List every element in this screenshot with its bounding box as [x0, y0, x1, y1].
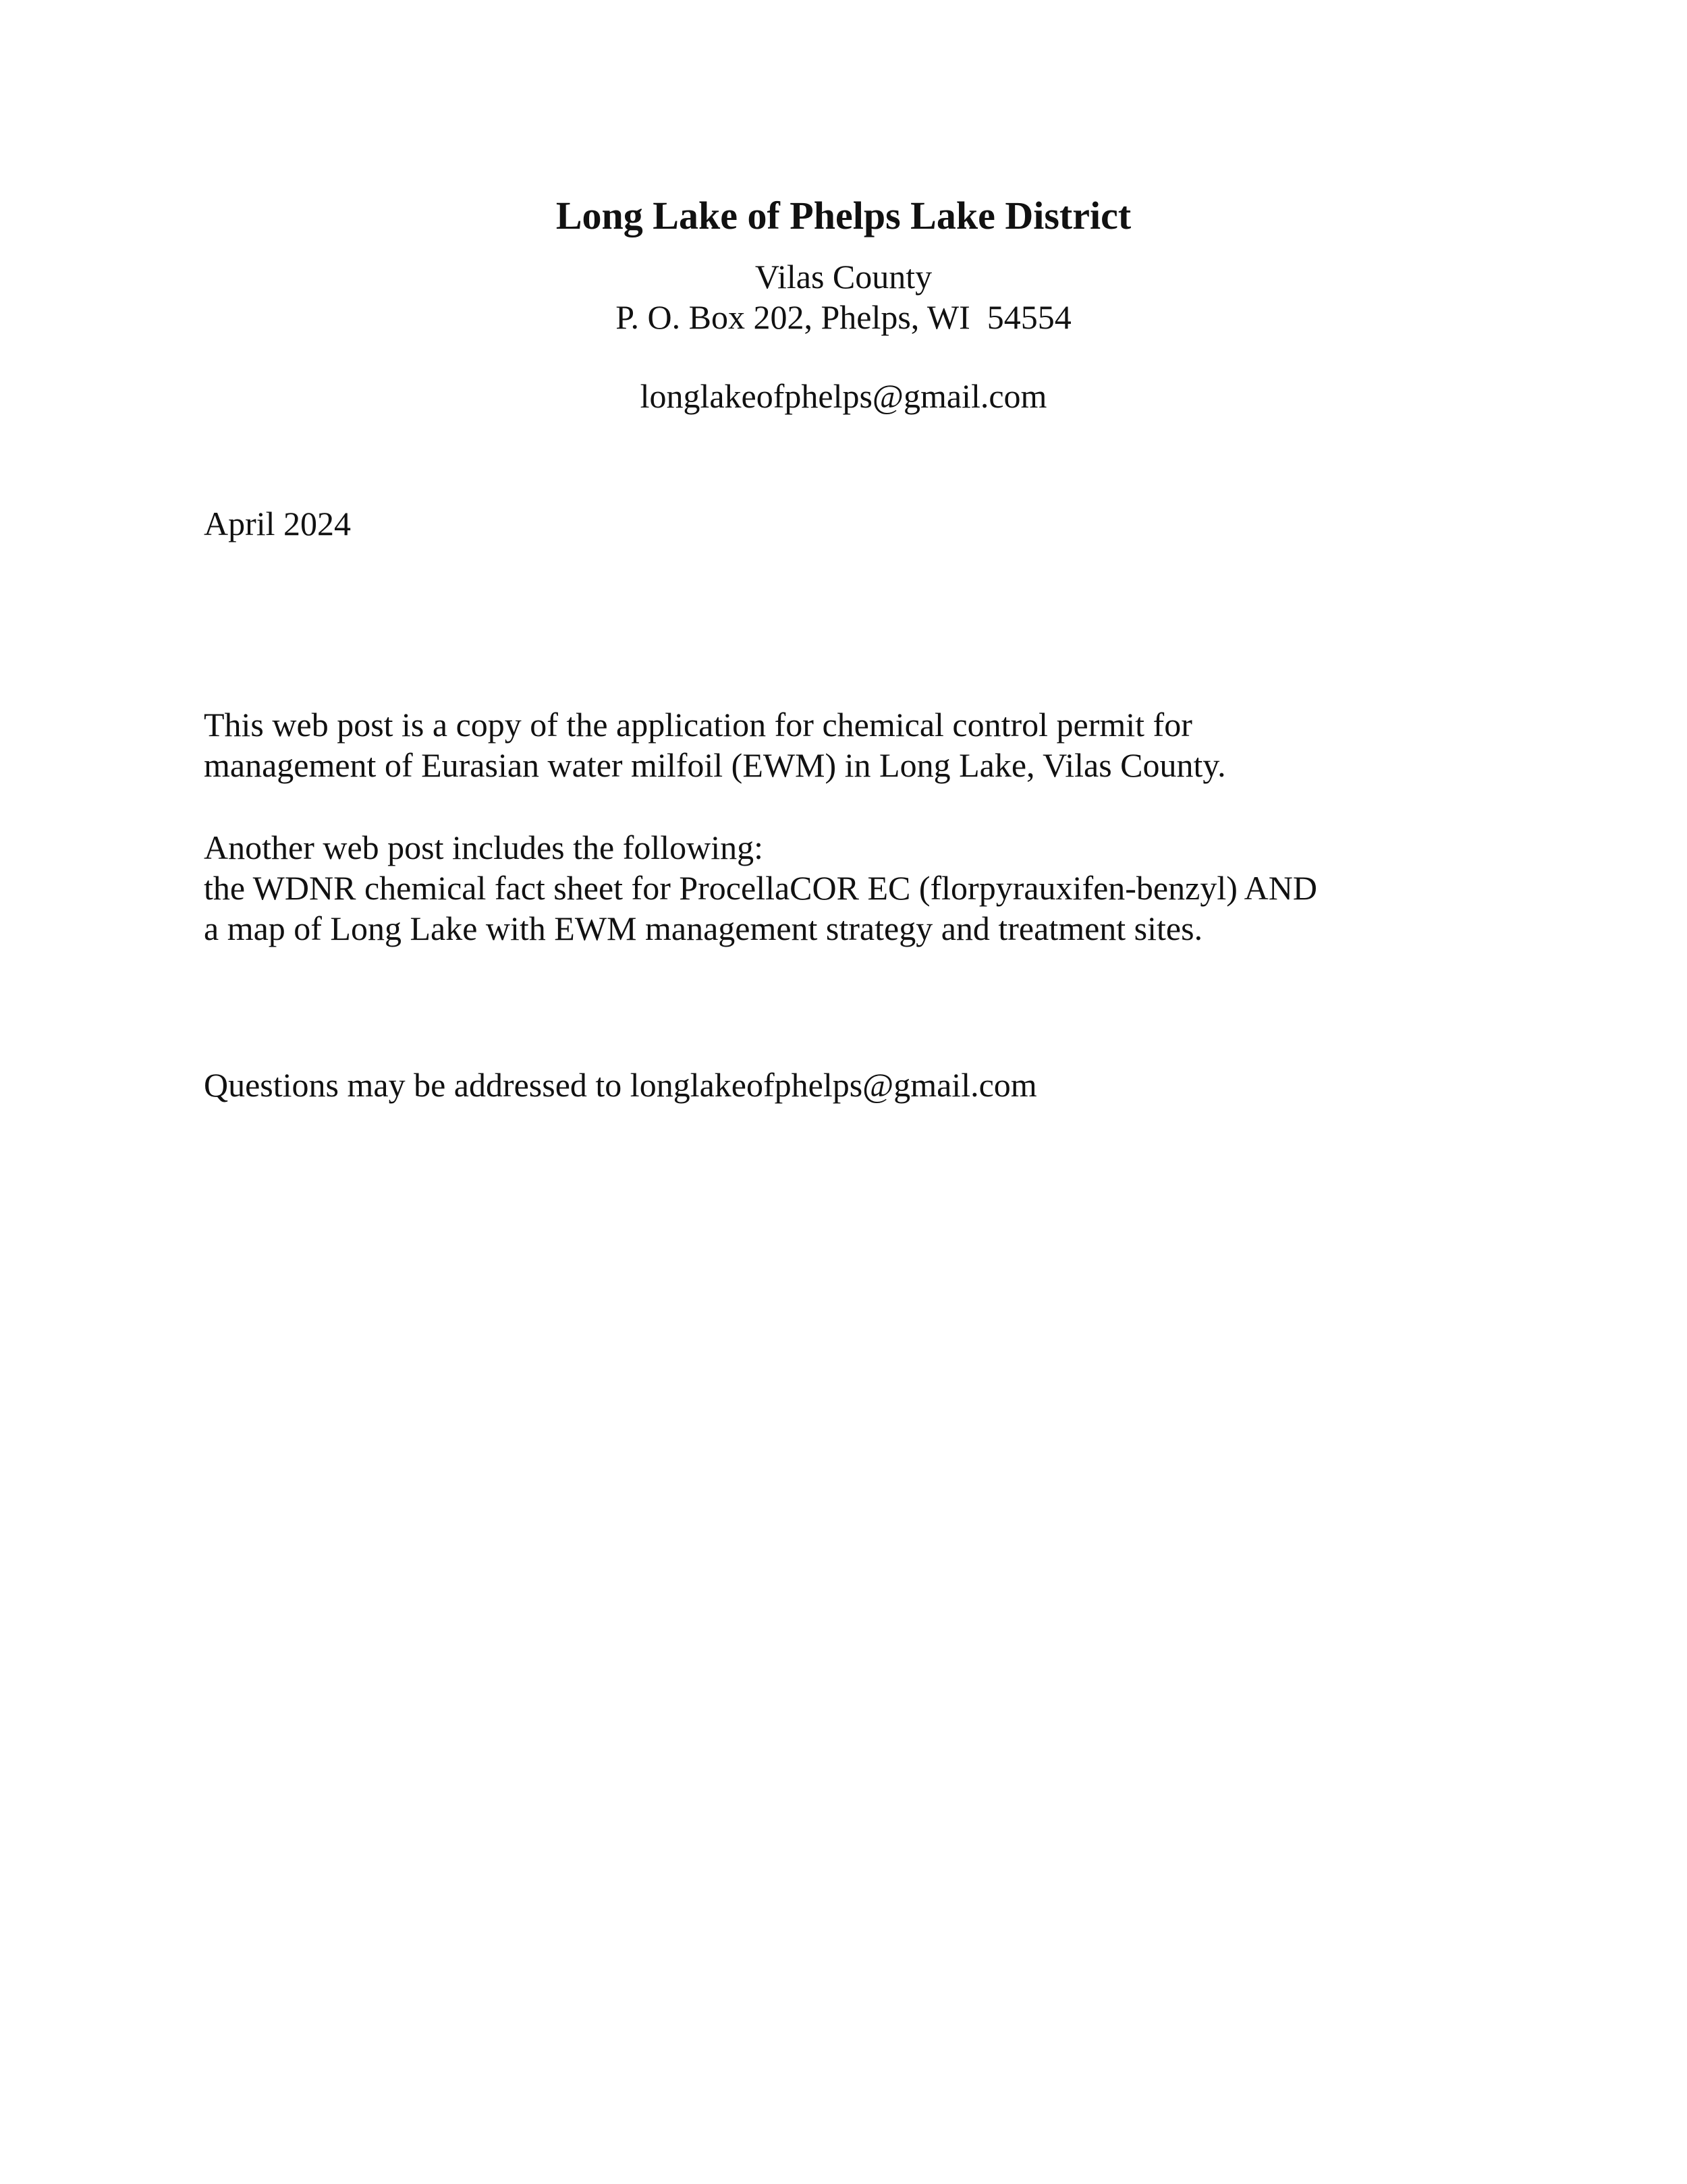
contact-email: longlakeofphelps@gmail.com	[640, 377, 1047, 415]
paragraph-line: a map of Long Lake with EWM management strategy and treatment sites.	[204, 909, 1203, 947]
document-date: April 2024	[204, 505, 352, 542]
paragraph-line: This web post is a copy of the application for chemical control permit for	[204, 706, 1192, 744]
paragraph-permit-application	[204, 704, 1553, 785]
paragraph-line: Another web post includes the following:	[204, 829, 764, 866]
paragraph-other-web-post	[204, 827, 1553, 949]
paragraph-line: management of Eurasian water milfoil (EWM) in Long Lake, Vilas County.	[204, 746, 1226, 784]
county-line: Vilas County	[754, 258, 933, 296]
questions-contact-line: Questions may be addressed to longlakeofphelps@gmail.com	[204, 1066, 1037, 1104]
letterhead	[0, 189, 1687, 416]
paragraph-line: the WDNR chemical fact sheet for ProcellaCOR EC (florpyrauxifen-benzyl) AND	[204, 869, 1317, 907]
mailing-address: P. O. Box 202, Phelps, WI 54554	[615, 298, 1072, 336]
district-title: Long Lake of Phelps Lake District	[555, 194, 1132, 237]
